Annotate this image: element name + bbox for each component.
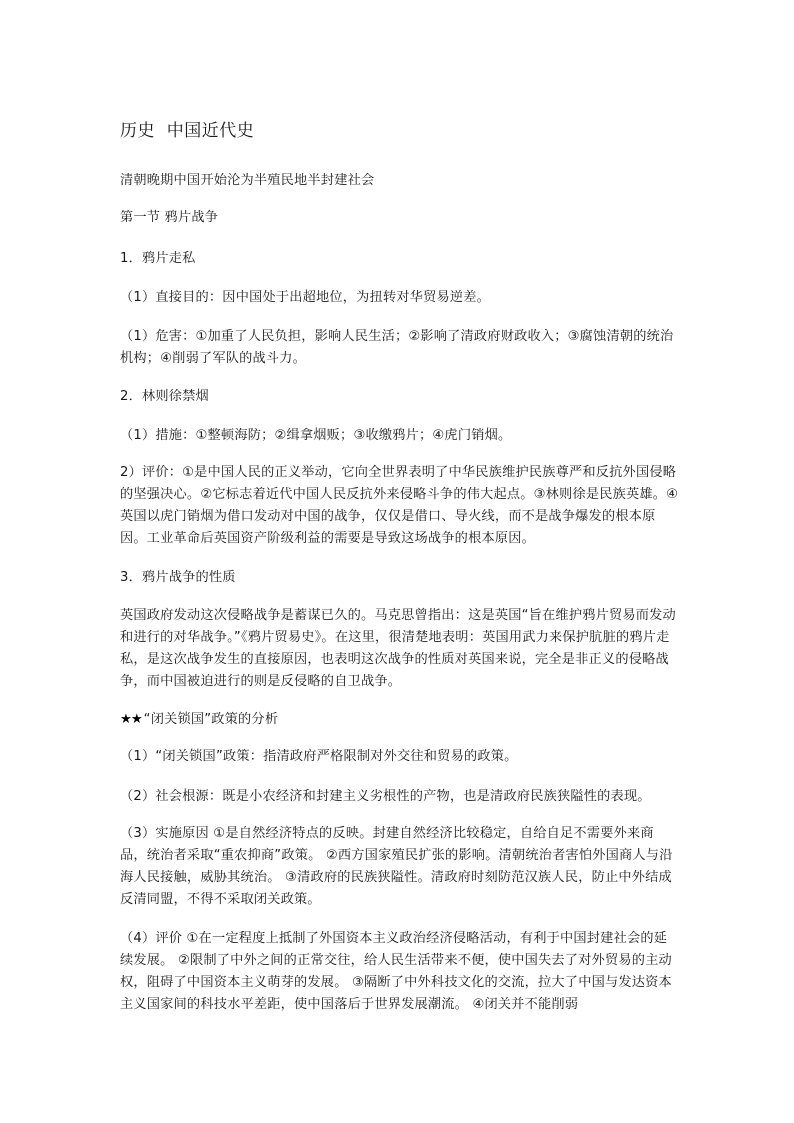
closed-door-heading bbox=[120, 709, 680, 731]
closed-door-paragraph-2: （2）社会根源：既是小农经济和封建主义劣根性的产物，也是清政府民族狭隘性的表现。 bbox=[120, 789, 651, 804]
closed-door-paragraph-1: （1）“闭关锁国”政策：指清政府严格限制对外交往和贸易的政策。 bbox=[120, 749, 518, 764]
closed-door-paragraph-4: （4）评价 ①在一定程度上抵制了外国资本主义政治经济侵略活动，有利于中国封建社会的延续发展。 ②限制了中外之间的正常交往，给人民生活带来不便，使中国失去了对外贸易的主动权，阻碍了中国资本主义萌芽的发展。 ③隔断了中外科技文化的交流，拉大了中国与发达资本主义国家间的科技水平差距，使中国落后于世界发展潮流。 ④闭关并不能削弱 bbox=[120, 931, 672, 1012]
page-title: 历史 中国近代史 bbox=[120, 121, 255, 141]
item1-paragraph-2: （1）危害：①加重了人民负担，影响人民生活；②影响了清政府财政收入；③腐蚀清朝的统治机构；④削弱了军队的战斗力。 bbox=[120, 329, 674, 366]
item1-paragraph-1: （1）直接目的：因中国处于出超地位，为扭转对华贸易逆差。 bbox=[120, 290, 491, 305]
main-heading: 清朝晚期中国开始沦为半殖民地半封建社会 bbox=[120, 173, 375, 188]
item2-paragraph-2: 2）评价：①是中国人民的正义举动，它向全世界表明了中华民族维护民族尊严和反抗外国侵略的坚强决心。②它标志着近代中国人民反抗外来侵略斗争的伟大起点。③林则徐是民族英雄。④英国以虎门销烟为借口发动对中国的战争，仅仅是借口、导火线，而不是战争爆发的根本原因。工业革命后英国资产阶级利益的需要是导致这场战争的根本原因。 bbox=[120, 465, 679, 546]
closed-door-paragraph-3: （3）实施原因 ①是自然经济特点的反映。封建自然经济比较稳定，自给自足不需要外来商品，统治者采取“重农抑商”政策。 ②西方国家殖民扩张的影响。清朝统治者害怕外国商人与沿海人民接触，威胁其统治。 ③清政府的民族狭隘性。清政府时刻防范汉族人民，防止中外结成反清同盟，不得不采取闭关政策。 bbox=[120, 826, 673, 907]
item2-heading: 2．林则徐禁烟 bbox=[120, 389, 209, 404]
star-rating-icon: ★★ bbox=[120, 712, 142, 727]
item3-paragraph: 英国政府发动这次侵略战争是蓄谋已久的。马克思曾指出：这是英国“旨在维护鸦片贸易而发动和进行的对华战争。”《鸦片贸易史》。在这里，很清楚地表明：英国用武力来保护肮脏的鸦片走私，是这次战争发生的直接原因，也表明这次战争的性质对英国来说，完全是非正义的侵略战争，而中国被迫进行的则是反侵略的自卫战争。 bbox=[120, 608, 676, 689]
item2-paragraph-1: （1）措施：①整顿海防；②缉拿烟贩；③收缴鸦片；④虎门销烟。 bbox=[120, 428, 512, 443]
item1-heading: 1．鸦片走私 bbox=[120, 251, 196, 266]
item3-heading: 3．鸦片战争的性质 bbox=[120, 570, 236, 585]
section-heading: 第一节 鸦片战争 bbox=[120, 210, 219, 225]
closed-door-heading-text: “闭关锁国”政策的分析 bbox=[143, 712, 279, 727]
